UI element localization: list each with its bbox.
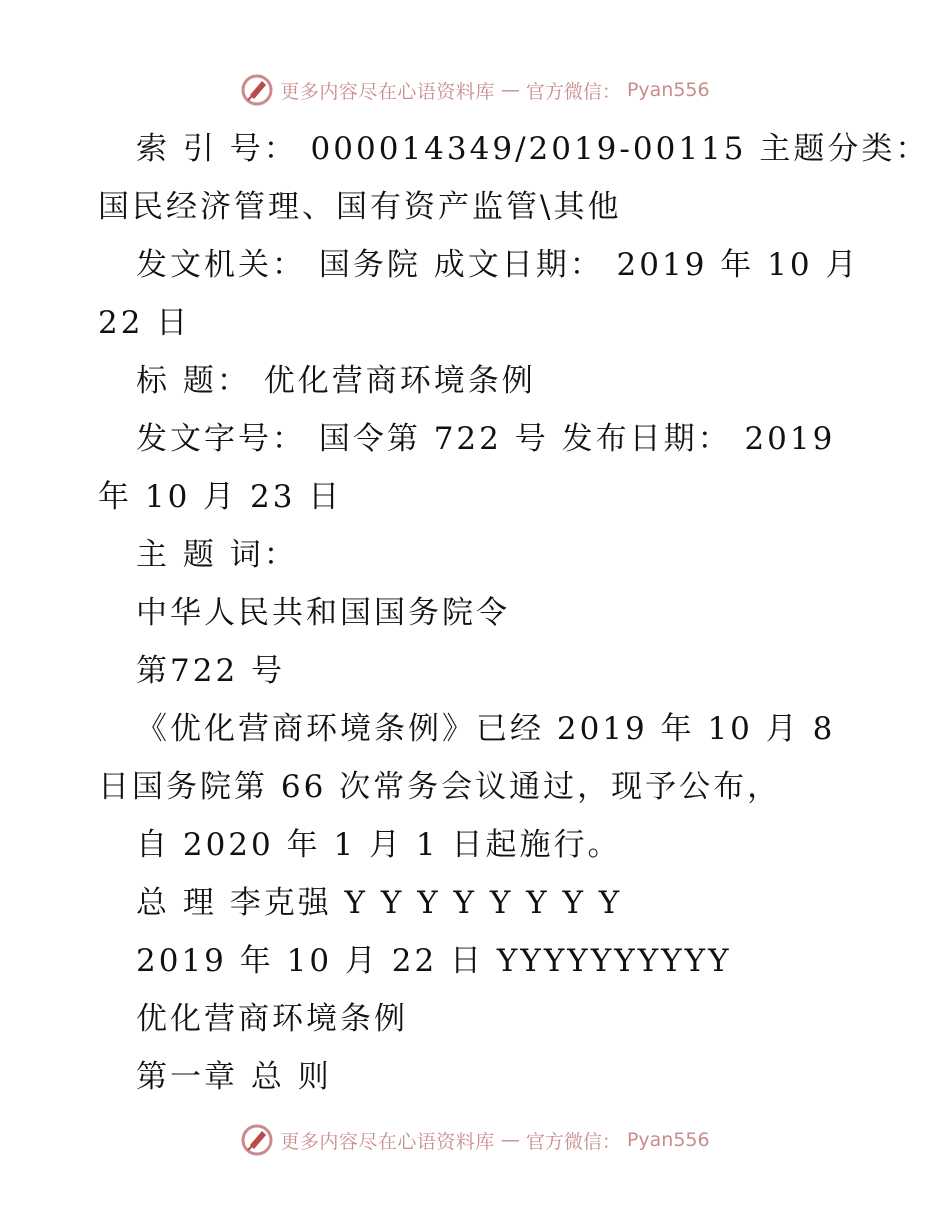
meta-doc-number: 发文字号： 国令第 722 号 发布日期： 2019 — [136, 421, 836, 457]
regulation-title: 优化营商环境条例 — [136, 1001, 408, 1037]
watermark-header — [0, 70, 950, 110]
decree-body: 《优化营商环境条例》已经 2019 年 10 月 8 — [136, 711, 836, 747]
meta-title: 标 题： 优化营商环境条例 — [136, 363, 536, 399]
decree-effective: 自 2020 年 1 月 1 日起施行。 — [136, 827, 622, 863]
watermark-footer — [0, 1120, 950, 1160]
decree-body-cont: 日国务院第 66 次常务会议通过，现予公布， — [98, 769, 782, 805]
chapter-heading: 第一章 总 则 — [136, 1059, 332, 1095]
watermark-id: Pyan556 — [626, 79, 710, 101]
watermark-main-text: 更多内容尽在心语资料库 — [280, 1130, 495, 1153]
meta-index-number: 索 引 号： 000014349/2019-00115 主题分类： — [136, 131, 930, 167]
decree-heading: 中华人民共和国国务院令 — [136, 595, 510, 631]
watermark-main-text: 更多内容尽在心语资料库 — [280, 80, 495, 103]
watermark-dash: — — [500, 1129, 520, 1151]
brand-logo-icon — [240, 73, 274, 107]
meta-doc-number-cont: 年 10 月 23 日 — [98, 479, 343, 515]
decree-date: 2019 年 10 月 22 日 YYYYYYYYYY — [136, 943, 732, 979]
meta-category: 国民经济管理、国有资产监管\其他 — [98, 189, 622, 225]
decree-signature: 总 理 李克强 Y Y Y Y Y Y Y Y — [136, 885, 623, 921]
meta-keywords: 主 题 词： — [136, 537, 298, 573]
meta-issuer-date: 发文机关： 国务院 成文日期： 2019 年 10 月 — [136, 247, 860, 283]
meta-issuer-date-cont: 22 日 — [98, 305, 191, 341]
watermark-dash: — — [500, 79, 520, 101]
watermark-sub-text: 官方微信： — [525, 80, 621, 103]
watermark-id: Pyan556 — [626, 1129, 710, 1151]
decree-number: 第722 号 — [136, 653, 286, 689]
brand-logo-icon — [240, 1123, 274, 1157]
watermark-sub-text: 官方微信： — [525, 1130, 621, 1153]
